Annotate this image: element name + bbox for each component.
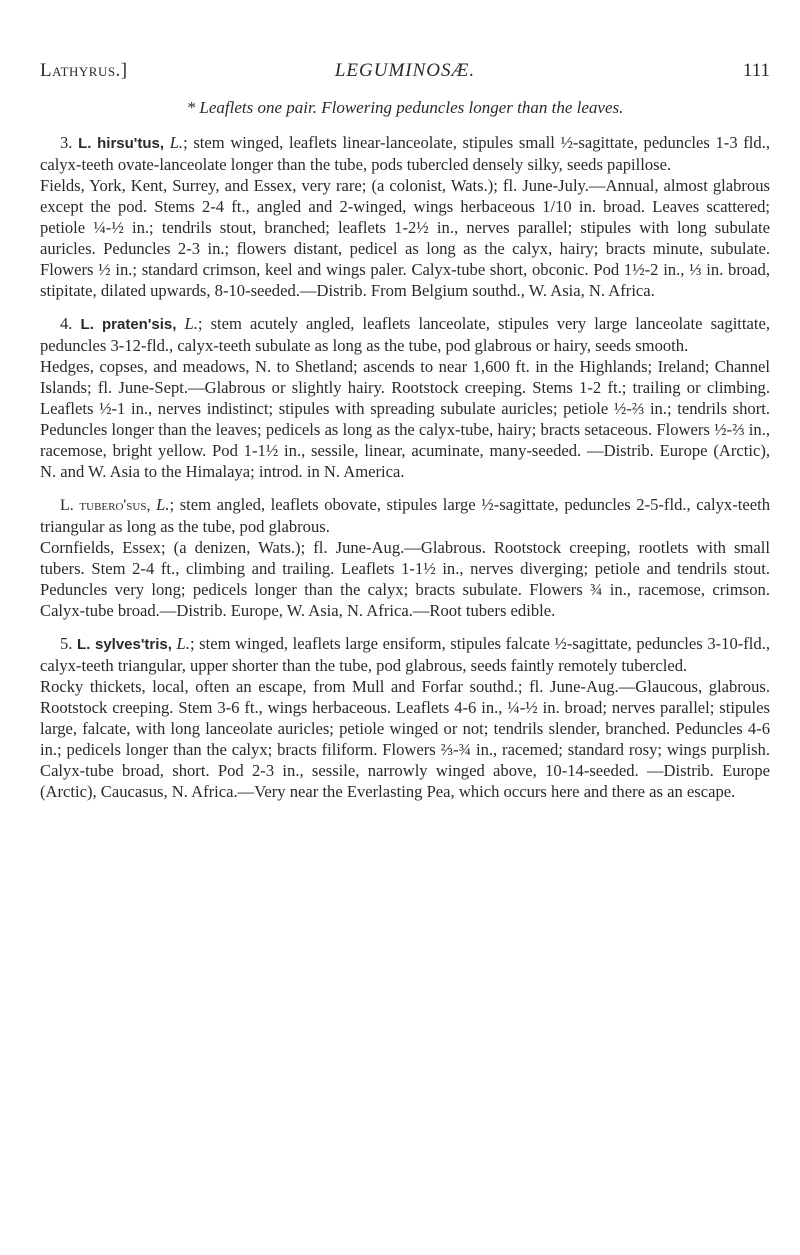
header-genus: Lathyrus.] <box>40 60 128 81</box>
species-entry-tuberosus <box>40 494 770 621</box>
author: L. <box>169 133 184 152</box>
author: L. <box>184 314 198 333</box>
genus-abbrev: L. <box>60 497 74 514</box>
diagnosis-text: ; stem angled, leaflets obovate, stipules large ½-sagittate, peduncles 2-5-fld., calyx-teeth triangular as long as the tube, pod glabrous. <box>40 495 770 536</box>
running-header <box>40 60 770 90</box>
page-number: 111 <box>742 60 770 81</box>
header-family: LEGUMINOSÆ. <box>334 60 476 81</box>
species-name: praten'sis, <box>101 316 177 333</box>
entry-diagnosis <box>40 633 770 676</box>
entry-description: Fields, York, Kent, Surrey, and Essex, very rare; (a colonist, Wats.); fl. June-July.—Annual, almost glabrous except the pod. Stems 2-4 ft., angled and 2-winged, wings herbaceous 1/10 in. broad. Leaves scattered; petiole ¼-½ in.; tendrils stout, branched; leaflets 1-2½ in., nerves parallel; stipules with long subulate auricles. Peduncles 2-3 in.; flowers distant, pedicel as long as the calyx, hairy; bracts minute, subulate. Flowers ½ in.; standard crimson, keel and wings paler. Calyx-tube short, obconic. Pod 1½-2 in., ⅓ in. broad, stipitate, dilated upwards, 8-10-seeded.—Distrib. From Belgium southd., W. Asia, N. Africa. <box>40 176 770 300</box>
species-entry-sylvestris <box>40 633 770 802</box>
genus-abbrev: L. <box>80 316 94 333</box>
author: L. <box>176 634 190 653</box>
species-entry-hirsutus <box>40 132 770 301</box>
diagnosis-text: ; stem acutely angled, leaflets lanceolate, stipules very large lanceolate sagittate, peduncles 3-12-fld., calyx-teeth subulate as long as the tube, pod glabrous or hairy, seeds smooth. <box>40 314 771 355</box>
genus-abbrev: L. <box>77 636 91 653</box>
genus-abbrev: L. <box>78 135 92 152</box>
entry-number: 3. <box>60 133 73 152</box>
species-entry-pratensis <box>40 313 770 482</box>
entry-diagnosis <box>40 494 770 537</box>
entry-diagnosis <box>40 132 770 175</box>
entry-description: Cornfields, Essex; (a denizen, Wats.); fl. June-Aug.—Glabrous. Rootstock creeping, rootlets with small tubers. Stem 2-4 ft., climbing and trailing. Leaflets 1-1½ in., nerves diverging; petiole and tendrils stout. Peduncles very long; pedicels longer than the calyx; bracts subulate. Flowers ¾ in., racemose, crimson. Calyx-tube broad.—Distrib. Europe, W. Asia, N. Africa.—Root tubers edible. <box>40 538 770 620</box>
entry-number: 5. <box>60 634 73 653</box>
author: L. <box>156 495 170 514</box>
diagnosis-text: ; stem winged, leaflets large ensiform, stipules falcate ½-sagittate, peduncles 3-10-fld., calyx-teeth triangular, upper shorter than the tube, pod glabrous, seeds faintly remotely tubercled. <box>40 634 770 675</box>
entry-number: 4. <box>60 314 73 333</box>
species-name: hirsu'tus, <box>97 135 165 152</box>
entry-description: Rocky thickets, local, often an escape, from Mull and Forfar southd.; fl. June-Aug.—Glaucous, glabrous. Rootstock creeping. Stem 3-6 ft., wings herbaceous. Leaflets 4-6 in., ¼-½ in. broad; nerves parallel; stipules large, falcate, with long lanceolate auricles; petiole winged or not; tendrils slender, branched. Peduncles 4-6 in.; pedicels longer than the calyx; bracts filiform. Flowers ⅔-¾ in., racemed; standard rosy; wings purplish. Calyx-tube broad, short. Pod 2-3 in., sessile, narrowly winged above, 10-14-seeded. —Distrib. Europe (Arctic), Caucasus, N. Africa.—Very near the Everlasting Pea, which occurs here and there as an escape. <box>40 677 770 801</box>
diagnosis-text: ; stem winged, leaflets linear-lanceolate, stipules small ½-sagittate, peduncles 1-3 fld., calyx-teeth ovate-lanceolate longer than the tube, pods tubercled densely silky, seeds papillose. <box>40 133 771 174</box>
book-page <box>40 60 770 814</box>
species-name: tubero'sus, <box>79 497 151 514</box>
section-subheading: * Leaflets one pair. Flowering peduncles longer than the leaves. <box>186 98 624 117</box>
species-name: sylves'tris, <box>94 636 172 653</box>
entry-diagnosis <box>40 313 770 356</box>
entry-description: Hedges, copses, and meadows, N. to Shetland; ascends to near 1,600 ft. in the Highlands; Ireland; Channel Islands; fl. June-Sept.—Glabrous or slightly hairy. Rootstock creeping. Stems 1-2 ft.; trailing or climbing. Leaflets ½-1 in., nerves indistinct; stipules with spreading subulate auricles; petiole ½-⅔ in.; tendrils short. Peduncles longer than the leaves; pedicels as long as the calyx-tube, hairy; bracts setaceous. Flowers ½-⅔ in., racemose, bright yellow. Pod 1-1½ in., sessile, linear, acuminate, many-seeded. —Distrib. Europe (Arctic), N. and W. Asia to the Himalaya; introd. in N. America. <box>40 357 770 481</box>
